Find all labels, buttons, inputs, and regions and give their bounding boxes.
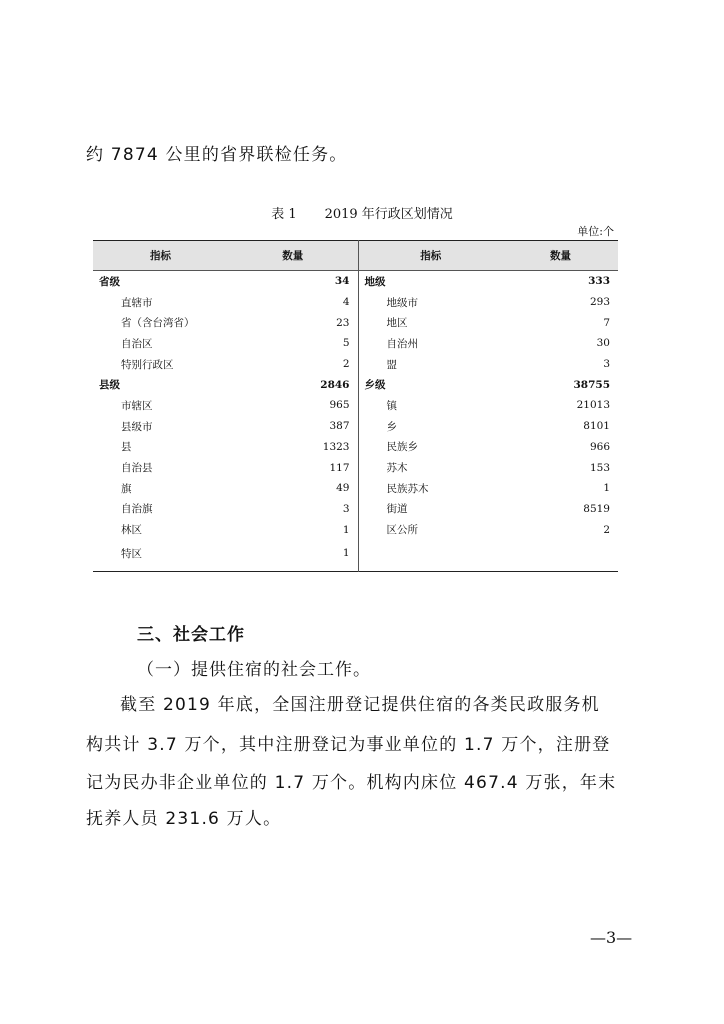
row-indicator-right: 地级 <box>364 275 386 288</box>
intro-line: 约 7874 公里的省界联检任务。 <box>86 145 348 165</box>
table-row <box>93 271 618 292</box>
row-count-left: 2846 <box>228 374 358 395</box>
table-row <box>93 437 618 458</box>
row-count-left: 2 <box>228 354 358 375</box>
row-indicator-left: 县级市 <box>121 420 153 433</box>
table-row <box>93 457 618 478</box>
row-count-left: 117 <box>228 457 358 478</box>
row-count-right: 2 <box>603 523 610 536</box>
row-indicator-right: 自治州 <box>386 337 418 350</box>
table-label: 表 1 <box>271 207 297 222</box>
row-indicator-left: 自治区 <box>121 337 153 350</box>
row-count-right: 153 <box>589 461 610 474</box>
table-body <box>93 271 618 572</box>
body-line-2: 构共计 3.7 万个，其中注册登记为事业单位的 1.7 万个，注册登 <box>86 735 611 755</box>
row-count-left: 387 <box>228 416 358 437</box>
table-row <box>93 292 618 313</box>
row-indicator-left: 县级 <box>99 379 120 392</box>
row-count-right: 3 <box>603 358 610 371</box>
row-indicator-left: 省级 <box>99 275 120 288</box>
table-row <box>93 499 618 520</box>
row-indicator-right: 乡级 <box>364 379 386 392</box>
row-indicator-right: 地级市 <box>386 296 418 309</box>
row-count-left: 49 <box>228 478 358 499</box>
row-indicator-left: 特别行政区 <box>121 358 174 371</box>
body-line-3: 记为民办非企业单位的 1.7 万个。机构内床位 467.4 万张，年末 <box>86 773 617 793</box>
row-count-right: 293 <box>589 296 610 309</box>
row-indicator-left: 自治县 <box>121 462 153 475</box>
table-row <box>93 519 618 540</box>
row-indicator-left: 林区 <box>121 524 142 537</box>
table-header-row <box>93 241 618 271</box>
row-indicator-right: 苏木 <box>386 462 408 475</box>
table-row <box>93 395 618 416</box>
table-row <box>93 333 618 354</box>
row-count-left: 1 <box>228 540 358 572</box>
row-count-right: 8101 <box>583 420 610 433</box>
header-count-right: 数量 <box>503 241 618 271</box>
row-count-right: 1 <box>603 482 610 495</box>
row-indicator-right: 民族乡 <box>386 441 418 454</box>
row-count-left: 4 <box>228 292 358 313</box>
row-indicator-left: 自治旗 <box>121 503 153 516</box>
row-count-right: 333 <box>588 275 610 288</box>
row-count-right: 966 <box>589 440 610 453</box>
row-count-left: 1323 <box>228 437 358 458</box>
admin-division-table <box>93 240 618 572</box>
row-indicator-left: 省（含台湾省） <box>121 317 195 330</box>
row-indicator-right: 镇 <box>386 399 397 412</box>
header-indicator-left: 指标 <box>93 241 228 271</box>
row-indicator-left: 县 <box>121 441 132 454</box>
row-indicator-right: 街道 <box>386 503 408 516</box>
row-indicator-right: 地区 <box>386 317 408 330</box>
table-row <box>93 312 618 333</box>
row-indicator-right: 区公所 <box>386 524 418 537</box>
subsection-heading: （一）提供住宿的社会工作。 <box>137 660 371 680</box>
table-row <box>93 416 618 437</box>
row-count-right: 7 <box>603 316 610 329</box>
table-title <box>0 203 724 222</box>
row-count-left: 34 <box>228 271 358 292</box>
row-count-left: 965 <box>228 395 358 416</box>
header-count-left: 数量 <box>228 241 358 271</box>
row-count-right: 21013 <box>576 399 610 412</box>
row-indicator-left: 特区 <box>121 547 142 560</box>
row-count-right: 8519 <box>583 502 610 515</box>
row-indicator-right: 乡 <box>386 420 397 433</box>
body-line-1: 截至 2019 年底，全国注册登记提供住宿的各类民政服务机 <box>120 695 600 715</box>
section-heading: 三、社会工作 <box>137 625 245 645</box>
table-row <box>93 478 618 499</box>
table-row <box>93 540 618 572</box>
row-indicator-left: 旗 <box>121 482 132 495</box>
table-row <box>93 374 618 395</box>
row-indicator-right: 盟 <box>386 358 397 371</box>
body-line-4: 抚养人员 231.6 万人。 <box>86 809 282 829</box>
row-count-left: 1 <box>228 519 358 540</box>
row-indicator-left: 直辖市 <box>121 296 153 309</box>
row-count-left: 5 <box>228 333 358 354</box>
row-indicator-right <box>358 540 503 572</box>
table-row <box>93 354 618 375</box>
row-count-right <box>503 540 618 572</box>
row-count-right: 38755 <box>573 378 610 391</box>
row-count-left: 23 <box>228 312 358 333</box>
row-indicator-left: 市辖区 <box>121 399 153 412</box>
page-number: —3— <box>590 928 633 947</box>
table-unit: 单位:个 <box>577 225 614 238</box>
row-count-left: 3 <box>228 499 358 520</box>
row-count-right: 30 <box>596 337 610 350</box>
header-indicator-right: 指标 <box>358 241 503 271</box>
row-indicator-right: 民族苏木 <box>386 482 429 495</box>
table-caption: 2019 年行政区划情况 <box>324 207 453 222</box>
